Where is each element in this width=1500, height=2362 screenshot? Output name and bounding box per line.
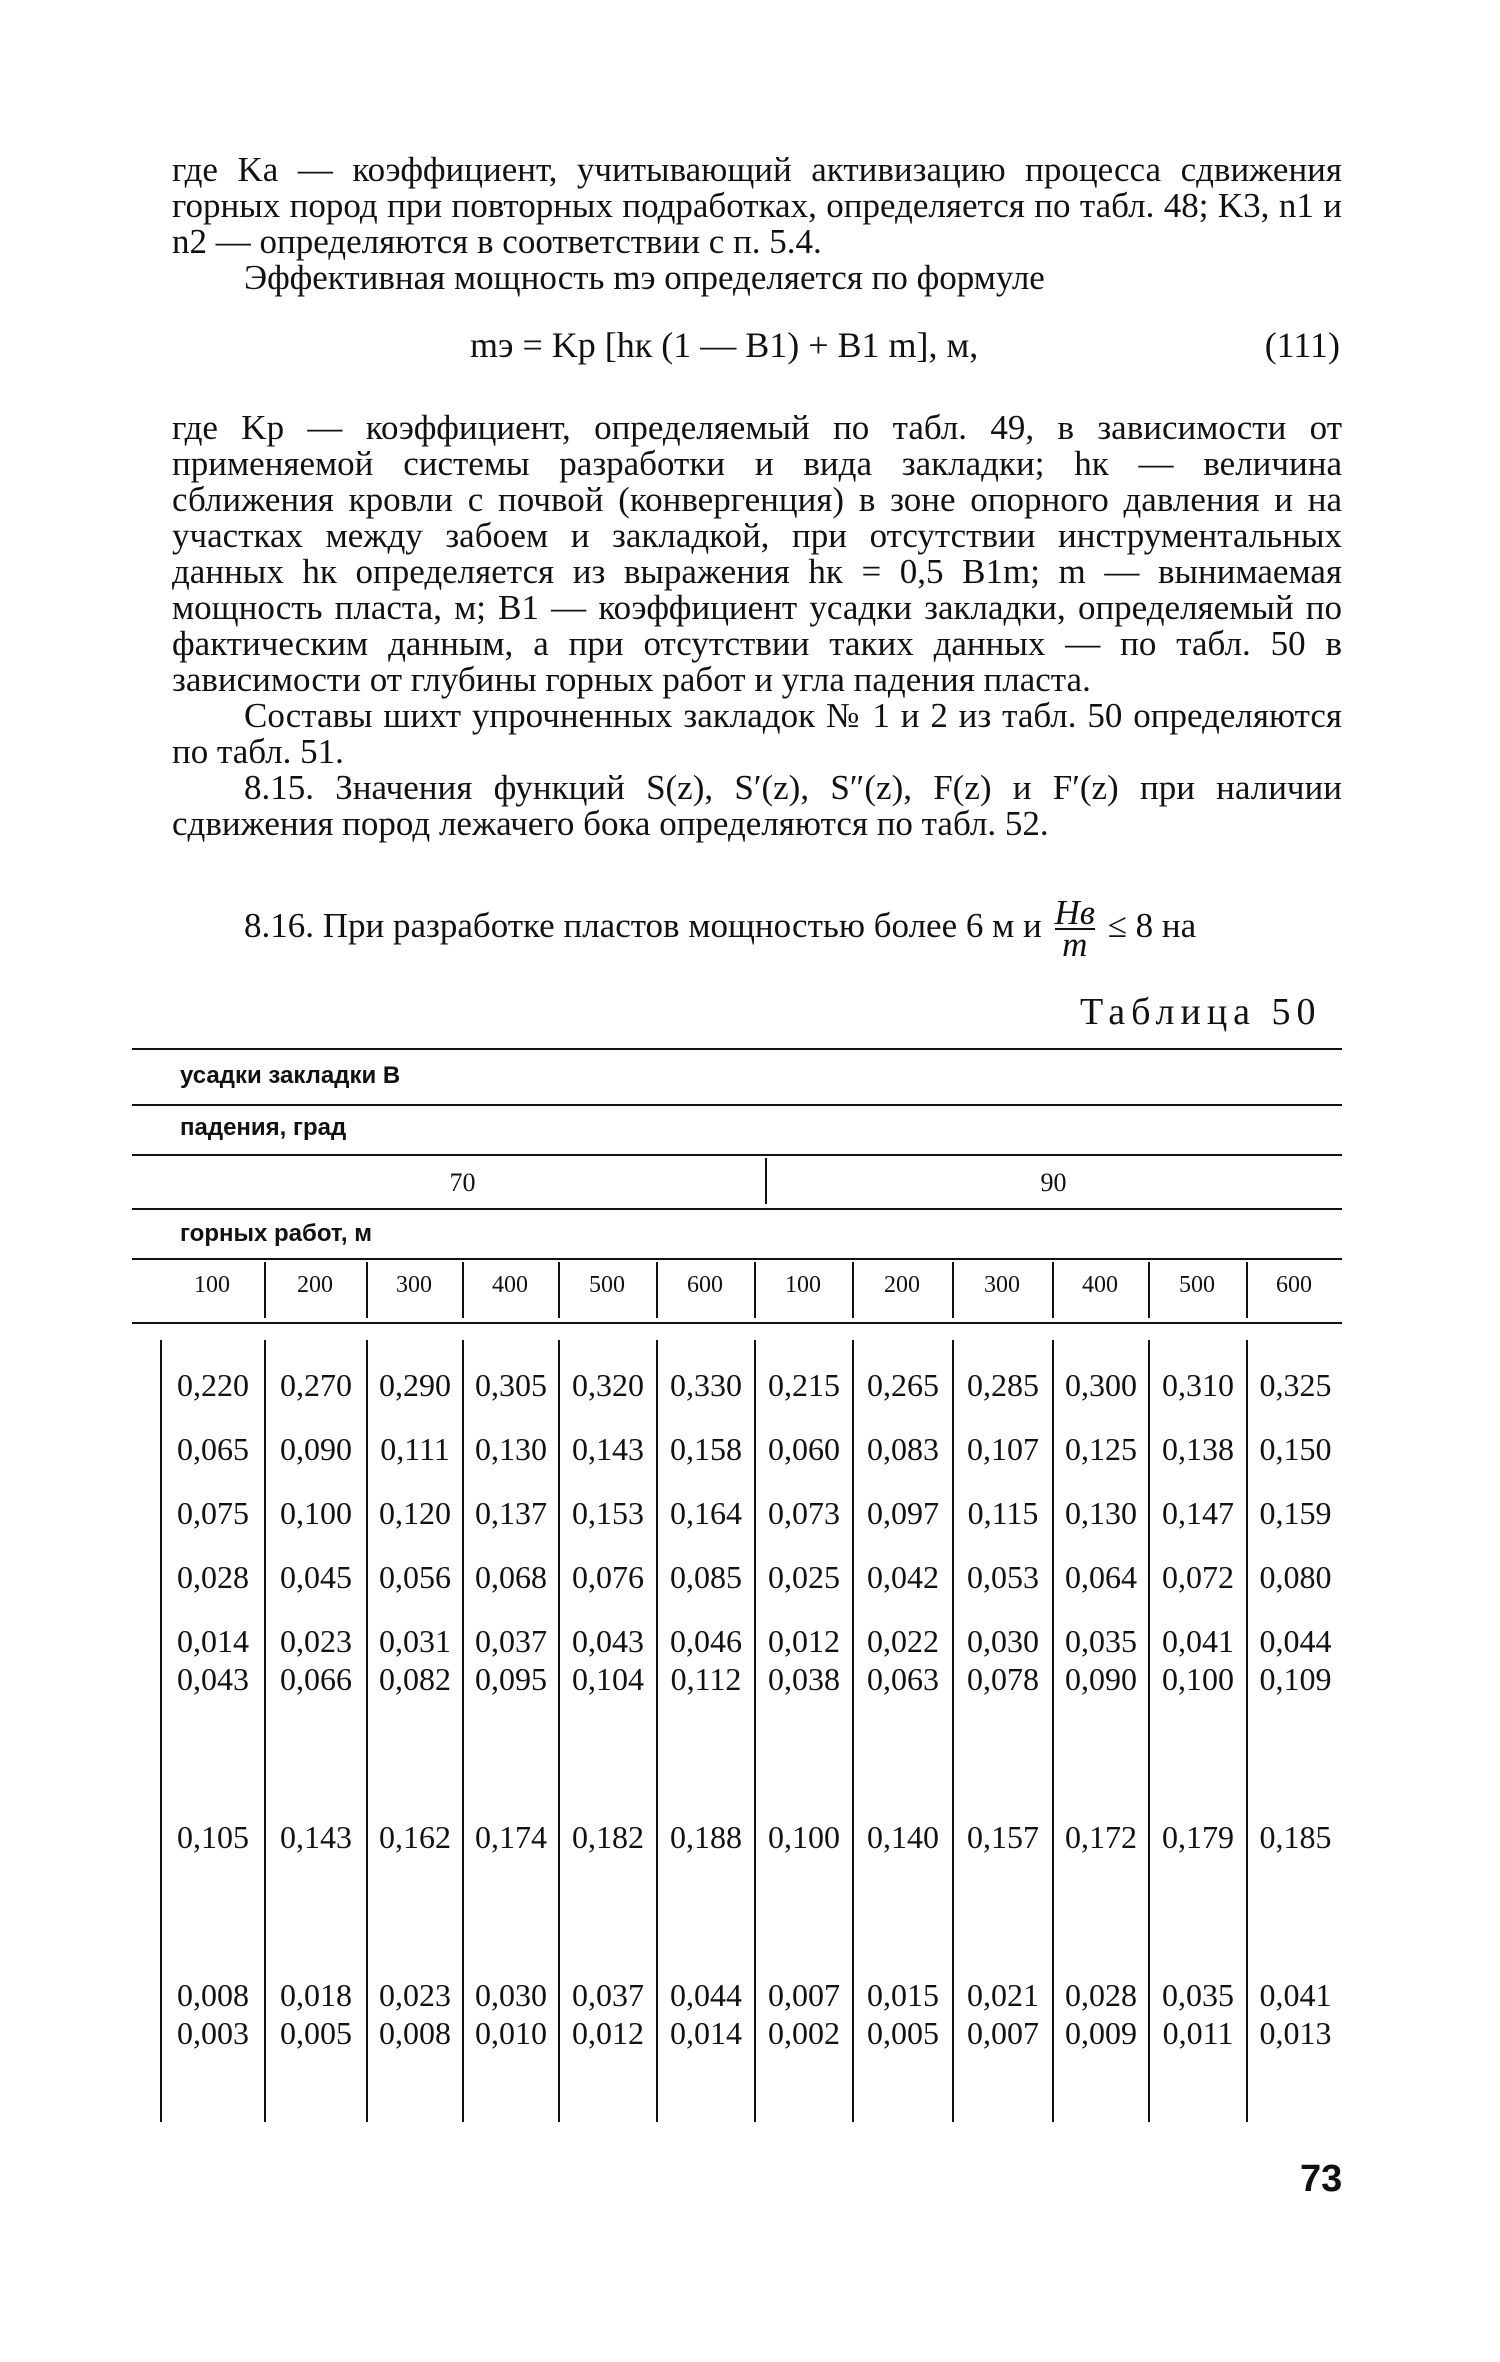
table-cell: 0,038 [755,1660,853,1698]
table-cell: 0,014 [657,2014,755,2052]
table-cell: 0,100 [265,1494,367,1532]
table-cell: 0,143 [265,1818,367,1856]
spacer-cell [953,1596,1053,1622]
spacer-cell [755,1596,853,1622]
spacer-cell [559,1698,657,1818]
row-spacer [161,1856,1343,1976]
spacer-cell [559,2052,657,2122]
values-table [160,1340,1343,2122]
depth-divider [1246,1262,1248,1318]
table-cell: 0,075 [161,1494,265,1532]
table-cell: 0,076 [559,1558,657,1596]
table-cell: 0,220 [161,1366,265,1404]
table-top-rule [132,1048,1342,1050]
paragraph-1: где Kа — коэффициент, учитывающий активизацию процесса сдвижения горных пород при повторных подработках, определяется по табл. 48; K3, n1 и n2 — определяются в соответствии с п. 5.4. [172,150,1342,261]
spacer-cell [657,1340,755,1366]
spacer-cell [853,1596,953,1622]
table-cell: 0,078 [953,1660,1053,1698]
table-cell: 0,030 [463,1976,559,2014]
depth-divider [754,1262,756,1318]
table-cell: 0,097 [853,1494,953,1532]
table-title: Таблица 50 [1080,991,1322,1033]
table-cell: 0,100 [1149,1660,1247,1698]
body-text [172,152,1342,296]
spacer-cell [853,1698,953,1818]
depth-header-cell: 200 [884,1272,920,1298]
spacer-cell [1247,1532,1343,1558]
spacer-cell [265,1468,367,1494]
table-cell: 0,044 [657,1976,755,2014]
depth-header-cell: 500 [1179,1272,1215,1298]
table-cell: 0,115 [953,1494,1053,1532]
table-cell: 0,007 [755,1976,853,2014]
formula-number: (111) [1264,325,1340,365]
table-row [161,1366,1343,1404]
row-spacer [161,1532,1343,1558]
spacer-cell [755,1698,853,1818]
depth-divider [656,1262,658,1318]
spacer-cell [657,1856,755,1976]
spacer-cell [559,1468,657,1494]
table-cell: 0,012 [755,1622,853,1660]
dip-group-70: 70 [449,1168,476,1197]
table-row [161,2014,1343,2052]
table-cell: 0,028 [161,1558,265,1596]
table-cell: 0,080 [1247,1558,1343,1596]
table-cell: 0,095 [463,1660,559,1698]
table-cell: 0,010 [463,2014,559,2052]
depth-header-cell: 200 [297,1272,333,1298]
spacer-cell [1247,1856,1343,1976]
spacer-cell [1053,1856,1149,1976]
table-cell: 0,031 [367,1622,463,1660]
table-cell: 0,090 [1053,1660,1149,1698]
fraction [1054,893,1095,964]
table-cell: 0,035 [1053,1622,1149,1660]
spacer-cell [265,1340,367,1366]
spacer-cell [1247,1404,1343,1430]
table-cell: 0,044 [1247,1622,1343,1660]
table-cell: 0,035 [1149,1976,1247,2014]
depth-divider [366,1262,368,1318]
table-cell: 0,041 [1247,1976,1343,2014]
table-cell: 0,064 [1053,1558,1149,1596]
spacer-cell [161,1468,265,1494]
table-cell: 0,013 [1247,2014,1343,2052]
table-cell: 0,179 [1149,1818,1247,1856]
table-cell: 0,150 [1247,1430,1343,1468]
spacer-cell [853,1468,953,1494]
header-rule-4 [132,1258,1342,1260]
body-text-2 [172,410,1342,842]
spacer-cell [1053,1698,1149,1818]
table-cell: 0,305 [463,1366,559,1404]
table-row [161,1558,1343,1596]
table-cell: 0,023 [265,1622,367,1660]
table-cell: 0,065 [161,1430,265,1468]
table-cell: 0,003 [161,2014,265,2052]
table-cell: 0,068 [463,1558,559,1596]
spacer-cell [755,1468,853,1494]
table-cell: 0,012 [559,2014,657,2052]
spacer-cell [853,1404,953,1430]
table-cell: 0,082 [367,1660,463,1698]
spacer-cell [161,2052,265,2122]
depth-header-cell: 300 [396,1272,432,1298]
table-cell: 0,172 [1053,1818,1149,1856]
table-cell: 0,041 [1149,1622,1247,1660]
spacer-cell [463,1404,559,1430]
paragraph-6 [172,893,1342,964]
table-cell: 0,053 [953,1558,1053,1596]
table-cell: 0,090 [265,1430,367,1468]
header-rule-1 [132,1104,1342,1106]
depth-header-cell: 300 [984,1272,1020,1298]
spacer-cell [953,2052,1053,2122]
table-cell: 0,037 [559,1976,657,2014]
table-cell: 0,188 [657,1818,755,1856]
spacer-cell [853,1856,953,1976]
table-cell: 0,023 [367,1976,463,2014]
table-cell: 0,018 [265,1976,367,2014]
table-cell: 0,030 [953,1622,1053,1660]
spacer-cell [367,1856,463,1976]
spacer-cell [367,1468,463,1494]
spacer-cell [755,1856,853,1976]
spacer-cell [265,1698,367,1818]
spacer-cell [559,1532,657,1558]
spacer-cell [953,1468,1053,1494]
table-cell: 0,066 [265,1660,367,1698]
spacer-cell [755,1532,853,1558]
formula-111 [470,324,1340,366]
header-shrinkage: усадки закладки B [180,1062,401,1089]
table-cell: 0,063 [853,1660,953,1698]
depth-header-cell: 500 [589,1272,625,1298]
table-cell: 0,130 [1053,1494,1149,1532]
depth-divider [852,1262,854,1318]
table-cell: 0,300 [1053,1366,1149,1404]
paragraph-4: Составы шихт упрочненных закладок № 1 и 2 из табл. 50 определяются по табл. 51. [172,696,1342,771]
spacer-cell [657,1532,755,1558]
spacer-cell [367,1698,463,1818]
table-cell: 0,100 [755,1818,853,1856]
spacer-cell [1149,1856,1247,1976]
spacer-cell [755,2052,853,2122]
table-cell: 0,060 [755,1430,853,1468]
depth-divider [462,1262,464,1318]
table-cell: 0,130 [463,1430,559,1468]
spacer-cell [1149,1340,1247,1366]
row-spacer [161,1404,1343,1430]
fraction-numerator: Hв [1054,893,1095,932]
spacer-cell [1053,1596,1149,1622]
header-dip: падения, град [180,1114,347,1141]
spacer-cell [161,1698,265,1818]
spacer-cell [1247,1596,1343,1622]
table-row [161,1976,1343,2014]
spacer-cell [657,1468,755,1494]
table-cell: 0,330 [657,1366,755,1404]
spacer-cell [1149,1698,1247,1818]
spacer-cell [1053,1404,1149,1430]
table-cell: 0,162 [367,1818,463,1856]
row-spacer [161,1340,1343,1366]
depth-header-cell: 600 [687,1272,723,1298]
spacer-cell [1053,1340,1149,1366]
spacer-cell [161,1404,265,1430]
table-cell: 0,025 [755,1558,853,1596]
table-cell: 0,011 [1149,2014,1247,2052]
formula-expression: mэ = Kр [hк (1 — B1) + B1 m], м, [470,325,979,365]
fraction-denominator: m [1062,925,1088,964]
spacer-cell [853,2052,953,2122]
table-cell: 0,137 [463,1494,559,1532]
spacer-cell [161,1596,265,1622]
table-cell: 0,014 [161,1622,265,1660]
table-cell: 0,125 [1053,1430,1149,1468]
depth-divider [952,1262,954,1318]
spacer-cell [463,1596,559,1622]
table-cell: 0,043 [559,1622,657,1660]
header-rule-2 [132,1154,1342,1156]
table-cell: 0,045 [265,1558,367,1596]
table-cell: 0,083 [853,1430,953,1468]
depth-header-cell: 600 [1276,1272,1312,1298]
row-spacer [161,2052,1343,2122]
spacer-cell [265,1532,367,1558]
spacer-cell [463,1532,559,1558]
table-cell: 0,072 [1149,1558,1247,1596]
header-bottom-rule [132,1322,1342,1324]
spacer-cell [1247,1340,1343,1366]
spacer-cell [853,1340,953,1366]
row-spacer [161,1698,1343,1818]
table-cell: 0,147 [1149,1494,1247,1532]
spacer-cell [265,1856,367,1976]
spacer-cell [463,1340,559,1366]
spacer-cell [265,1404,367,1430]
spacer-cell [953,1340,1053,1366]
table-cell: 0,320 [559,1366,657,1404]
spacer-cell [657,1698,755,1818]
spacer-cell [657,2052,755,2122]
table-cell: 0,056 [367,1558,463,1596]
paragraph-2: Эффективная мощность mэ определяется по формуле [244,258,1045,297]
depth-header-cell: 100 [785,1272,821,1298]
table-cell: 0,140 [853,1818,953,1856]
spacer-cell [953,1856,1053,1976]
table-cell: 0,112 [657,1660,755,1698]
table-row [161,1660,1343,1698]
table-cell: 0,182 [559,1818,657,1856]
table-cell: 0,138 [1149,1430,1247,1468]
row-spacer [161,1468,1343,1494]
spacer-cell [559,1596,657,1622]
spacer-cell [559,1404,657,1430]
table-cell: 0,005 [265,2014,367,2052]
paragraph-5: 8.15. Значения функций S(z), S′(z), S″(z), F(z) и F′(z) при наличии сдвижения пород лежачего бока определяются по табл. 52. [172,768,1342,843]
table-cell: 0,002 [755,2014,853,2052]
table-cell: 0,143 [559,1430,657,1468]
table-cell: 0,008 [367,2014,463,2052]
spacer-cell [161,1856,265,1976]
table-cell: 0,009 [1053,2014,1149,2052]
spacer-cell [1149,1468,1247,1494]
table-cell: 0,104 [559,1660,657,1698]
table-cell: 0,325 [1247,1366,1343,1404]
depth-divider [558,1262,560,1318]
spacer-cell [265,2052,367,2122]
table-cell: 0,153 [559,1494,657,1532]
depth-divider [264,1262,266,1318]
table-row [161,1494,1343,1532]
table-cell: 0,164 [657,1494,755,1532]
table-cell: 0,008 [161,1976,265,2014]
spacer-cell [953,1404,1053,1430]
spacer-cell [953,1698,1053,1818]
table-cell: 0,022 [853,1622,953,1660]
spacer-cell [953,1532,1053,1558]
table-cell: 0,215 [755,1366,853,1404]
spacer-cell [367,2052,463,2122]
spacer-cell [367,1340,463,1366]
paragraph-6-end: ≤ 8 на [1107,906,1197,946]
table-cell: 0,310 [1149,1366,1247,1404]
page-number: 73 [1300,2158,1343,2200]
table-cell: 0,046 [657,1622,755,1660]
table-cell: 0,028 [1053,1976,1149,2014]
spacer-cell [1053,1468,1149,1494]
header-depth: горных работ, м [180,1220,372,1247]
table-cell: 0,174 [463,1818,559,1856]
spacer-cell [463,1468,559,1494]
spacer-cell [367,1596,463,1622]
table-cell: 0,157 [953,1818,1053,1856]
table-cell: 0,085 [657,1558,755,1596]
spacer-cell [161,1532,265,1558]
table-cell: 0,005 [853,2014,953,2052]
table-cell: 0,285 [953,1366,1053,1404]
table-cell: 0,185 [1247,1818,1343,1856]
spacer-cell [1247,1698,1343,1818]
table-cell: 0,105 [161,1818,265,1856]
spacer-cell [853,1532,953,1558]
table-row [161,1622,1343,1660]
table-cell: 0,265 [853,1366,953,1404]
spacer-cell [1149,1404,1247,1430]
depth-header-cell: 400 [1082,1272,1118,1298]
spacer-cell [1149,1532,1247,1558]
table-cell: 0,109 [1247,1660,1343,1698]
depth-divider [1052,1262,1054,1318]
spacer-cell [1149,1596,1247,1622]
table-cell: 0,043 [161,1660,265,1698]
table-cell: 0,015 [853,1976,953,2014]
spacer-cell [367,1404,463,1430]
paragraph-6-start: 8.16. При разработке пластов мощностью более 6 м и [244,906,1042,946]
table-cell: 0,270 [265,1366,367,1404]
spacer-cell [265,1596,367,1622]
table-cell: 0,021 [953,1976,1053,2014]
spacer-cell [1053,1532,1149,1558]
table-cell: 0,290 [367,1366,463,1404]
table-cell: 0,037 [463,1622,559,1660]
depth-divider [1148,1262,1150,1318]
table-cell: 0,107 [953,1430,1053,1468]
header-rule-3 [132,1208,1342,1210]
spacer-cell [1247,2052,1343,2122]
spacer-cell [367,1532,463,1558]
depth-header-cell: 100 [194,1272,230,1298]
table-cell: 0,120 [367,1494,463,1532]
spacer-cell [559,1856,657,1976]
spacer-cell [1053,2052,1149,2122]
depth-header-cell: 400 [492,1272,528,1298]
spacer-cell [657,1596,755,1622]
table-cell: 0,159 [1247,1494,1343,1532]
spacer-cell [559,1340,657,1366]
dip-group-90: 90 [1040,1168,1067,1197]
table-cell: 0,073 [755,1494,853,1532]
spacer-cell [463,2052,559,2122]
spacer-cell [463,1856,559,1976]
spacer-cell [1149,2052,1247,2122]
spacer-cell [161,1340,265,1366]
table-cell: 0,007 [953,2014,1053,2052]
table-cell: 0,111 [367,1430,463,1468]
table-cell: 0,042 [853,1558,953,1596]
spacer-cell [463,1698,559,1818]
row-spacer [161,1596,1343,1622]
spacer-cell [755,1404,853,1430]
spacer-cell [755,1340,853,1366]
table-row [161,1818,1343,1856]
paragraph-3: где Kр — коэффициент, определяемый по табл. 49, в зависимости от применяемой системы разработки и вида закладки; hк — величина сближения кровли с почвой (конвергенция) в зоне опорного давления и на участках между забоем и закладкой, при отсутствии инструментальных данных hк определяется из выражения hк = 0,5 B1m; m — вынимаемая мощность пласта, м; B1 — коэффициент усадки закладки, определяемый по фактическим данным, а при отсутствии таких данных — по табл. 50 в зависимости от глубины горных работ и угла падения пласта. [172,408,1342,699]
table-cell: 0,158 [657,1430,755,1468]
table-row [161,1430,1343,1468]
spacer-cell [1247,1468,1343,1494]
spacer-cell [657,1404,755,1430]
